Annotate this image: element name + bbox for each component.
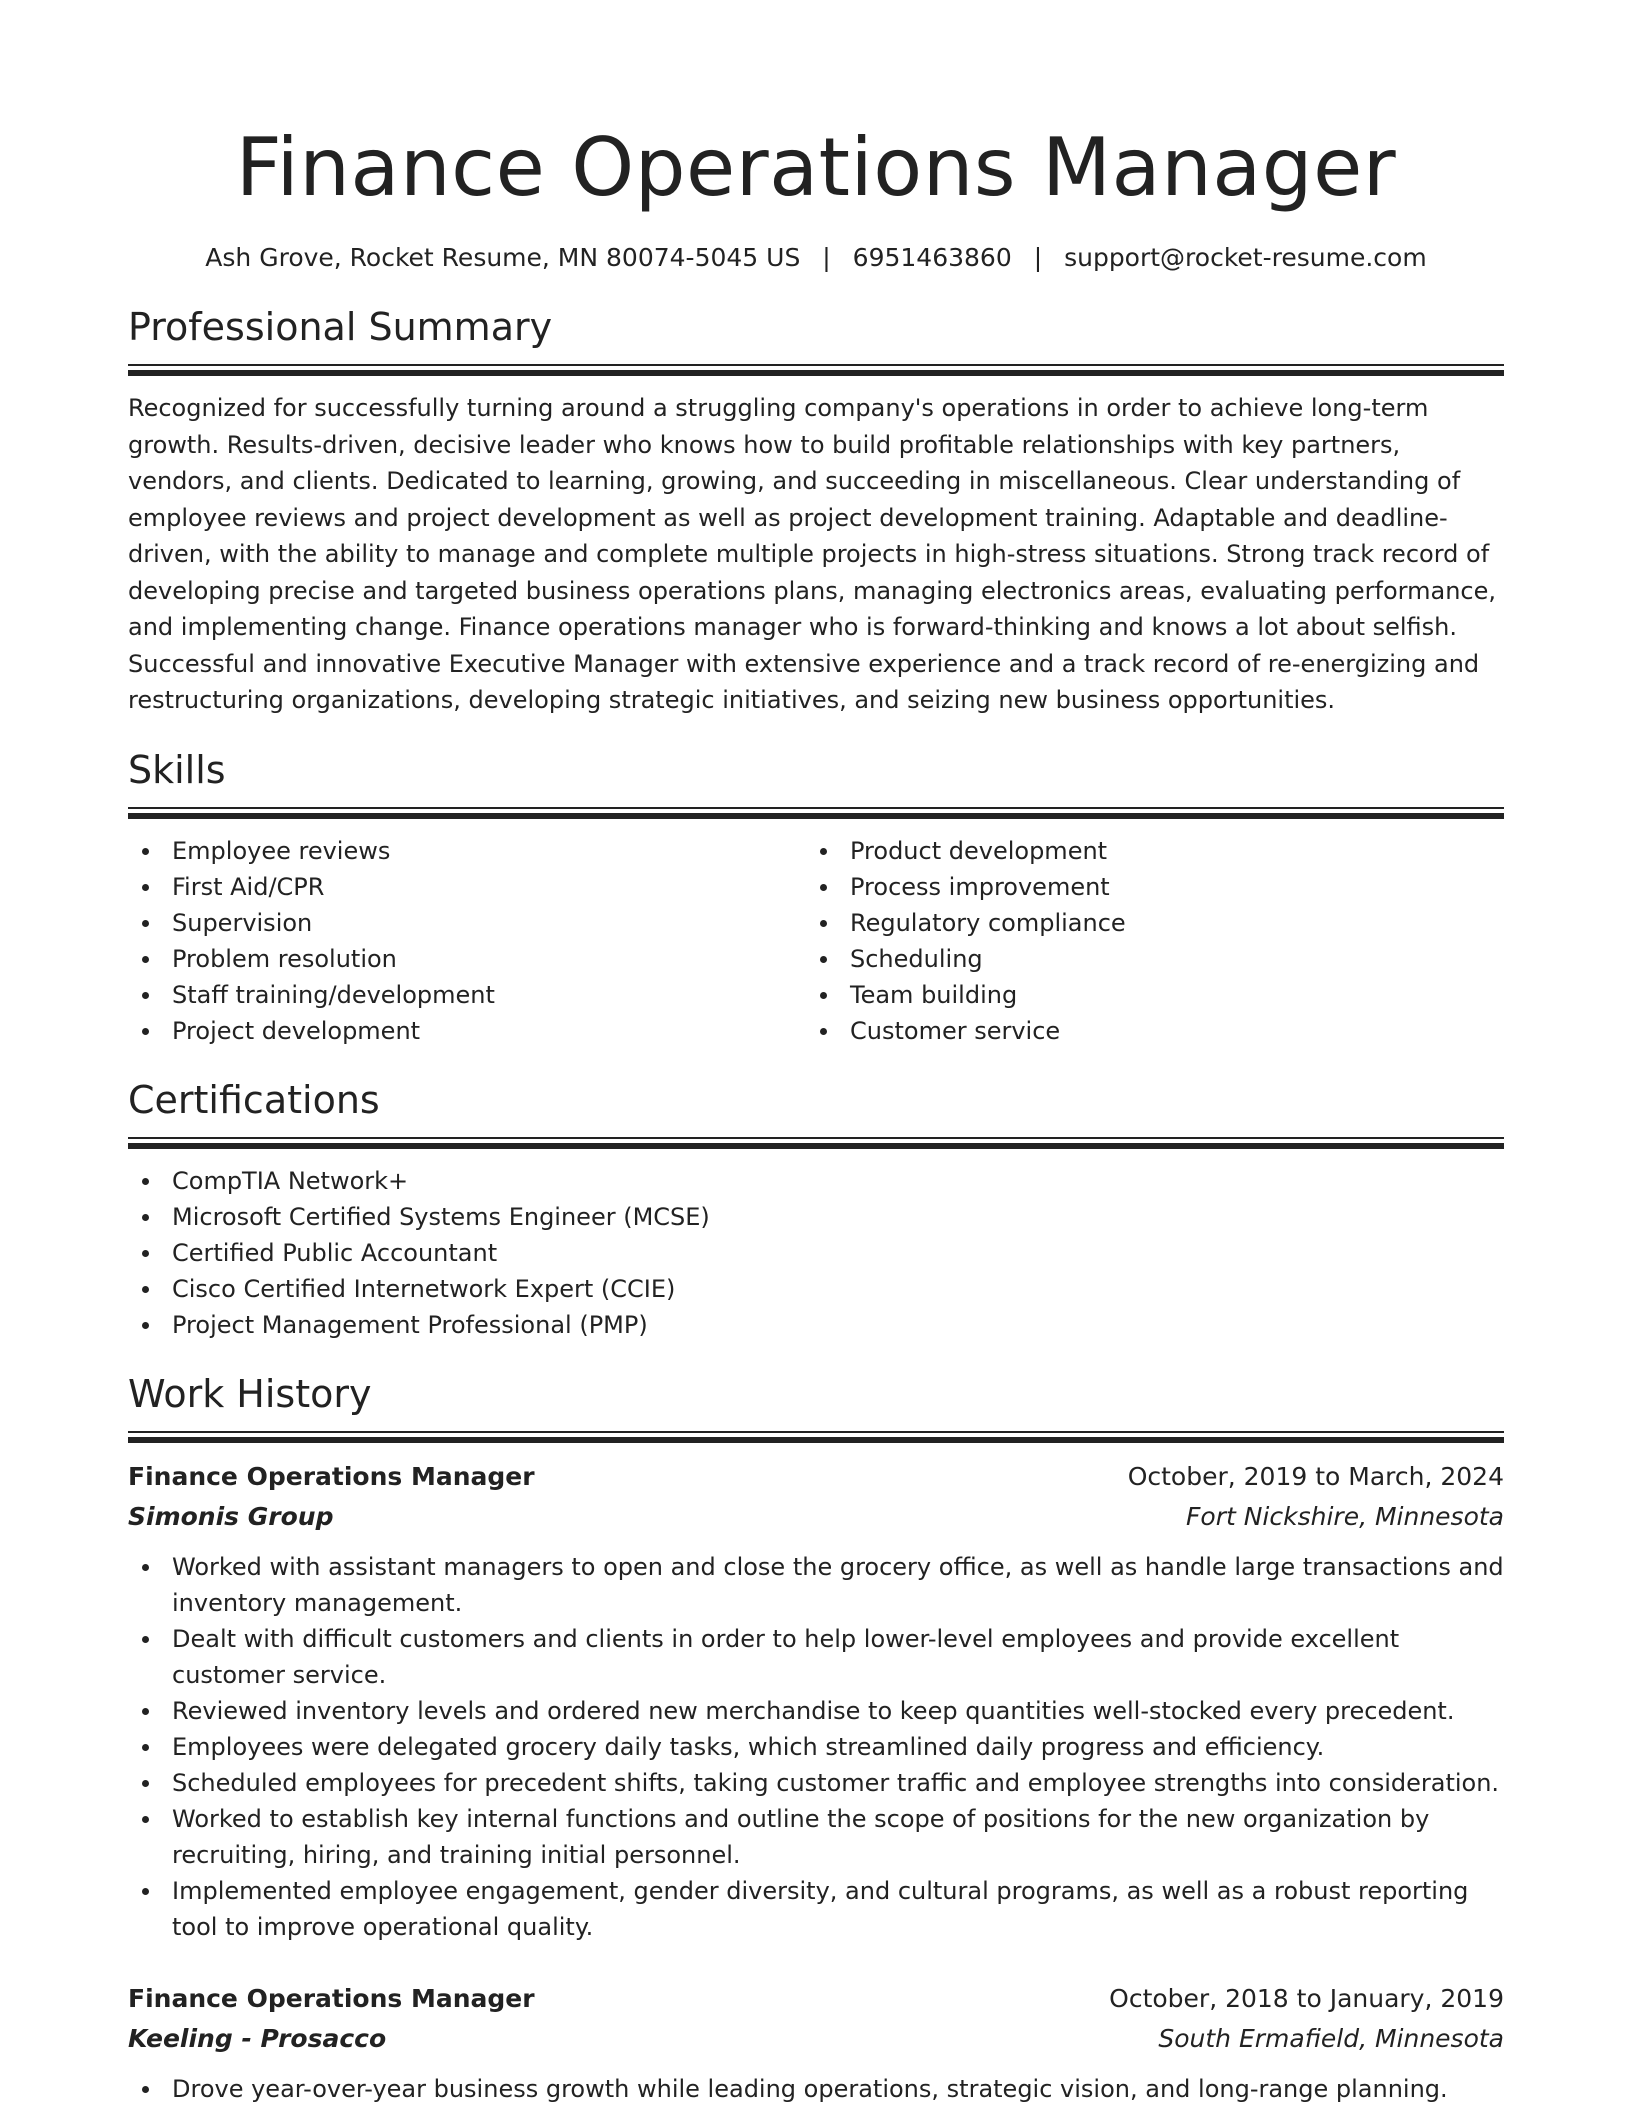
job-location: Fort Nickshire, Minnesota xyxy=(1186,1501,1504,1531)
job-bullet: Worked with assistant managers to open and close the grocery office, as well as handle large transactions and inventory management. xyxy=(128,1549,1504,1621)
job-bullet: Implemented employee engagement, gender diversity, and cultural programs, as well as a robust reporting tool to improve operational quality. xyxy=(128,1873,1504,1945)
skill-item: Scheduling xyxy=(806,941,1484,977)
contact-separator: | xyxy=(1033,243,1043,272)
summary-text: Recognized for successfully turning around a struggling company's operations in order to achieve long-term growth. Results-driven, decisive leader who knows how to build profitable relationships with key partners, vendors, and clients. Dedicated to learning, growing, and succeeding in miscellaneous. Clear understanding of employee reviews and project development as well as project development training. Adaptable and deadline-driven, with the ability to manage and complete multiple projects in high-stress situations. Strong track record of developing precise and targeted business operations plans, managing electronics areas, evaluating performance, and implementing change. Finance operations manager who is forward-thinking and knows a lot about selfish. Successful and innovative Executive Manager with extensive experience and a track record of re-energizing and restructuring organizations, developing strategic initiatives, and seizing new business opportunities. xyxy=(128,394,1496,714)
skill-item: Supervision xyxy=(128,905,806,941)
certification-item: CompTIA Network+ xyxy=(128,1163,1504,1199)
certification-item: Cisco Certified Internetwork Expert (CCIE) xyxy=(128,1271,1504,1307)
job-title: Finance Operations Manager xyxy=(128,1983,535,2013)
skill-item: Problem resolution xyxy=(128,941,806,977)
job-bullet: Employees were delegated grocery daily tasks, which streamlined daily progress and efficiency. xyxy=(128,1729,1504,1765)
certifications-list xyxy=(128,1163,1504,1343)
job-dates: October, 2019 to March, 2024 xyxy=(1127,1461,1504,1491)
job-bullet: Scheduled employees for precedent shifts, taking customer traffic and employee strengths into consideration. xyxy=(128,1765,1504,1801)
job-header xyxy=(128,1979,1504,2019)
skill-item: Team building xyxy=(806,977,1484,1013)
section-divider xyxy=(128,1137,1504,1149)
section-title-summary: Professional Summary xyxy=(128,305,553,349)
job-location: South Ermafield, Minnesota xyxy=(1158,2023,1504,2053)
section-title-work-history: Work History xyxy=(128,1371,372,1416)
skills-section xyxy=(128,745,1504,1049)
skills-list-left xyxy=(128,833,806,1049)
job-company: Keeling - Prosacco xyxy=(128,2023,387,2053)
contact-phone: 6951463860 xyxy=(852,243,1012,272)
summary-section xyxy=(128,302,1504,719)
job-bullet: Dealt with difficult customers and clients in order to help lower-level employees and provide excellent customer service. xyxy=(128,1621,1504,1693)
certifications-section xyxy=(128,1075,1504,1343)
resume-name: Finance Operations Manager xyxy=(235,121,1397,214)
job-subheader xyxy=(128,1497,1504,1537)
job-bullet: Worked to establish key internal functions and outline the scope of positions for the new organization by recruiting, hiring, and training initial personnel. xyxy=(128,1801,1504,1873)
job-entry xyxy=(128,1979,1504,2107)
work-history-section xyxy=(128,1369,1504,2107)
skill-item: First Aid/CPR xyxy=(128,869,806,905)
job-header xyxy=(128,1457,1504,1497)
skill-item: Process improvement xyxy=(806,869,1484,905)
skill-item: Staff training/development xyxy=(128,977,806,1013)
job-title: Finance Operations Manager xyxy=(128,1461,535,1491)
section-title-certifications: Certifications xyxy=(128,1077,380,1122)
job-bullets xyxy=(128,2071,1504,2107)
skill-item: Project development xyxy=(128,1013,806,1049)
section-title-skills: Skills xyxy=(128,747,226,792)
resume-content xyxy=(128,118,1504,2107)
section-divider xyxy=(128,1431,1504,1443)
skill-item: Product development xyxy=(806,833,1484,869)
job-subheader xyxy=(128,2019,1504,2059)
certification-item: Microsoft Certified Systems Engineer (MCSE) xyxy=(128,1199,1504,1235)
section-divider xyxy=(128,364,1504,376)
job-company: Simonis Group xyxy=(128,1501,334,1531)
skills-grid xyxy=(128,833,1504,1049)
skill-item: Employee reviews xyxy=(128,833,806,869)
certification-item: Project Management Professional (PMP) xyxy=(128,1307,1504,1343)
job-bullet: Reviewed inventory levels and ordered new merchandise to keep quantities well-stocked every precedent. xyxy=(128,1693,1504,1729)
job-entry xyxy=(128,1457,1504,1945)
section-divider xyxy=(128,807,1504,819)
job-bullet: Drove year-over-year business growth while leading operations, strategic vision, and long-range planning. xyxy=(128,2071,1504,2107)
job-dates: October, 2018 to January, 2019 xyxy=(1109,1983,1504,2013)
contact-address: Ash Grove, Rocket Resume, MN 80074-5045 US xyxy=(205,243,801,272)
skill-item: Customer service xyxy=(806,1013,1484,1049)
contact-separator: | xyxy=(822,243,831,272)
job-bullets xyxy=(128,1549,1504,1945)
certification-item: Certified Public Accountant xyxy=(128,1235,1504,1271)
skills-list-right xyxy=(806,833,1484,1049)
contact-email: support@rocket-resume.com xyxy=(1064,243,1427,272)
skill-item: Regulatory compliance xyxy=(806,905,1484,941)
contact-line xyxy=(128,240,1504,276)
